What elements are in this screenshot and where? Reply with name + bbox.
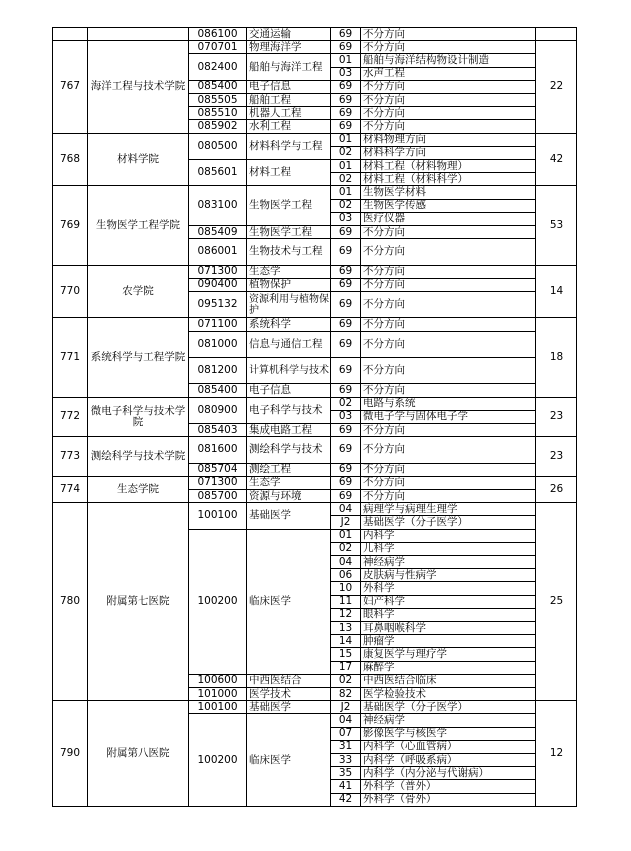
major-code: 095132 (188, 291, 246, 317)
direction-name: 生物医学传感 (360, 199, 535, 212)
direction-name: 内科学（呼吸系病） (360, 753, 535, 766)
direction-name: 不分方向 (360, 106, 535, 119)
direction-code: J2 (330, 700, 360, 713)
direction-name: 眼科学 (360, 608, 535, 621)
major-name: 交通运输 (246, 27, 330, 40)
direction-code: 03 (330, 212, 360, 225)
direction-name: 不分方向 (360, 383, 535, 396)
college-number: 773 (52, 436, 87, 476)
direction-name: 材料物理方向 (360, 133, 535, 146)
major-name: 生物技术与工程 (246, 238, 330, 264)
direction-name: 船舶与海洋结构物设计制造 (360, 53, 535, 66)
major-code: 071100 (188, 317, 246, 330)
major-name: 生物医学工程 (246, 225, 330, 238)
direction-code: 35 (330, 766, 360, 779)
major-name: 植物保护 (246, 278, 330, 291)
major-name: 资源利用与植物保护 (246, 291, 330, 317)
college-name: 附属第八医院 (87, 700, 188, 806)
major-code: 085505 (188, 93, 246, 106)
direction-code: 69 (330, 476, 360, 489)
direction-name: 不分方向 (360, 27, 535, 40)
direction-code: 82 (330, 687, 360, 700)
college-name (87, 27, 188, 40)
college-name: 系统科学与工程学院 (87, 317, 188, 396)
direction-name: 内科学（内分泌与代谢病） (360, 766, 535, 779)
major-code: 100100 (188, 700, 246, 713)
direction-code: 02 (330, 172, 360, 185)
direction-name: 不分方向 (360, 423, 535, 436)
direction-code: 69 (330, 423, 360, 436)
direction-name: 医疗仪器 (360, 212, 535, 225)
major-code: 070701 (188, 40, 246, 53)
direction-code: 01 (330, 529, 360, 542)
direction-code: 03 (330, 410, 360, 423)
major-code: 080900 (188, 397, 246, 423)
quota-count: 22 (535, 40, 577, 132)
direction-name: 儿科学 (360, 542, 535, 555)
college-number: 780 (52, 502, 87, 700)
college-name: 附属第七医院 (87, 502, 188, 700)
direction-code: 14 (330, 634, 360, 647)
major-code: 085400 (188, 80, 246, 93)
quota-count: 14 (535, 265, 577, 318)
major-code: 086100 (188, 27, 246, 40)
direction-name: 医学检验技术 (360, 687, 535, 700)
direction-name: 不分方向 (360, 463, 535, 476)
college-name: 农学院 (87, 265, 188, 318)
major-code: 085403 (188, 423, 246, 436)
direction-name: 神经病学 (360, 555, 535, 568)
major-code: 071300 (188, 476, 246, 489)
direction-code: 69 (330, 317, 360, 330)
direction-code: 01 (330, 159, 360, 172)
major-name: 材料工程 (246, 159, 330, 185)
direction-code: 69 (330, 357, 360, 383)
direction-name: 不分方向 (360, 291, 535, 317)
direction-code: 15 (330, 647, 360, 660)
major-code: 080500 (188, 133, 246, 159)
direction-name: 康复医学与理疗学 (360, 647, 535, 660)
direction-code: 06 (330, 568, 360, 581)
direction-name: 材料科学方向 (360, 146, 535, 159)
direction-name: 微电子学与固体电子学 (360, 410, 535, 423)
direction-code: 04 (330, 502, 360, 515)
direction-code: 17 (330, 661, 360, 674)
direction-code: 11 (330, 595, 360, 608)
direction-code: 02 (330, 199, 360, 212)
table-right-border (576, 27, 577, 806)
college-name: 生态学院 (87, 476, 188, 502)
major-name: 材料科学与工程 (246, 133, 330, 159)
quota-count: 42 (535, 133, 577, 186)
major-name: 船舶与海洋工程 (246, 53, 330, 79)
direction-name: 病理学与病理生理学 (360, 502, 535, 515)
major-name: 集成电路工程 (246, 423, 330, 436)
college-number: 769 (52, 185, 87, 264)
major-name: 机器人工程 (246, 106, 330, 119)
direction-name: 内科学 (360, 529, 535, 542)
major-name: 计算机科学与技术 (246, 357, 330, 383)
major-code: 100200 (188, 529, 246, 674)
direction-name: 中西医结合临床 (360, 674, 535, 687)
major-name: 临床医学 (246, 713, 330, 805)
direction-code: 02 (330, 397, 360, 410)
major-name: 生态学 (246, 476, 330, 489)
direction-code: 69 (330, 383, 360, 396)
major-code: 081600 (188, 436, 246, 462)
direction-name: 材料工程（材料科学） (360, 172, 535, 185)
direction-code: 69 (330, 27, 360, 40)
direction-code: 69 (330, 331, 360, 357)
direction-name: 神经病学 (360, 713, 535, 726)
direction-name: 不分方向 (360, 80, 535, 93)
direction-name: 基础医学（分子医学） (360, 515, 535, 528)
direction-name: 不分方向 (360, 489, 535, 502)
major-code: 085700 (188, 489, 246, 502)
direction-code: 12 (330, 608, 360, 621)
direction-code: 69 (330, 489, 360, 502)
major-name: 测绘工程 (246, 463, 330, 476)
direction-name: 基础医学（分子医学） (360, 700, 535, 713)
major-code: 085400 (188, 383, 246, 396)
major-name: 测绘科学与技术 (246, 436, 330, 462)
direction-code: 02 (330, 674, 360, 687)
direction-code: 04 (330, 713, 360, 726)
direction-code: 69 (330, 106, 360, 119)
major-name: 资源与环境 (246, 489, 330, 502)
college-number: 772 (52, 397, 87, 437)
table-bottom-border (52, 806, 577, 807)
quota-count: 26 (535, 476, 577, 502)
direction-code: 69 (330, 80, 360, 93)
direction-code: 10 (330, 581, 360, 594)
major-code: 086001 (188, 238, 246, 264)
direction-code: 31 (330, 740, 360, 753)
major-code: 085510 (188, 106, 246, 119)
college-name: 海洋工程与技术学院 (87, 40, 188, 132)
direction-code: 04 (330, 555, 360, 568)
college-number: 774 (52, 476, 87, 502)
direction-name: 影像医学与核医学 (360, 727, 535, 740)
major-name: 基础医学 (246, 700, 330, 713)
direction-code: 01 (330, 53, 360, 66)
direction-code: 69 (330, 119, 360, 132)
direction-code: 42 (330, 793, 360, 806)
major-code: 100600 (188, 674, 246, 687)
direction-name: 不分方向 (360, 357, 535, 383)
direction-name: 不分方向 (360, 238, 535, 264)
direction-name: 不分方向 (360, 317, 535, 330)
major-code: 090400 (188, 278, 246, 291)
direction-name: 不分方向 (360, 278, 535, 291)
major-name: 系统科学 (246, 317, 330, 330)
direction-code: 03 (330, 67, 360, 80)
direction-name: 材料工程（材料物理） (360, 159, 535, 172)
major-name: 水利工程 (246, 119, 330, 132)
college-name: 材料学院 (87, 133, 188, 186)
direction-code: 69 (330, 93, 360, 106)
direction-name: 不分方向 (360, 331, 535, 357)
direction-name: 不分方向 (360, 476, 535, 489)
college-name: 测绘科学与技术学院 (87, 436, 188, 476)
major-code: 100200 (188, 713, 246, 805)
major-code: 071300 (188, 265, 246, 278)
direction-name: 不分方向 (360, 93, 535, 106)
direction-code: 69 (330, 238, 360, 264)
direction-code: 69 (330, 40, 360, 53)
direction-name: 肿瘤学 (360, 634, 535, 647)
college-name: 生物医学工程学院 (87, 185, 188, 264)
quota-count: 18 (535, 317, 577, 396)
major-name: 物理海洋学 (246, 40, 330, 53)
direction-code: 69 (330, 265, 360, 278)
direction-code: 01 (330, 133, 360, 146)
major-code: 081200 (188, 357, 246, 383)
major-name: 医学技术 (246, 687, 330, 700)
direction-name: 皮肤病与性病学 (360, 568, 535, 581)
direction-code: 01 (330, 185, 360, 198)
major-code: 085902 (188, 119, 246, 132)
major-code: 082400 (188, 53, 246, 79)
direction-code: 13 (330, 621, 360, 634)
direction-name: 外科学（骨外） (360, 793, 535, 806)
major-name: 生物医学工程 (246, 185, 330, 225)
college-number (52, 27, 87, 40)
college-number: 771 (52, 317, 87, 396)
major-name: 船舶工程 (246, 93, 330, 106)
major-name: 电子科学与技术 (246, 397, 330, 423)
quota-count: 23 (535, 397, 577, 437)
direction-name: 麻醉学 (360, 661, 535, 674)
direction-name: 外科学 (360, 581, 535, 594)
major-name: 信息与通信工程 (246, 331, 330, 357)
major-name: 中西医结合 (246, 674, 330, 687)
major-code: 081000 (188, 331, 246, 357)
direction-code: J2 (330, 515, 360, 528)
direction-name: 电路与系统 (360, 397, 535, 410)
major-code: 101000 (188, 687, 246, 700)
direction-code: 69 (330, 436, 360, 462)
direction-code: 41 (330, 779, 360, 792)
major-name: 基础医学 (246, 502, 330, 528)
quota-count: 12 (535, 700, 577, 806)
major-code: 085704 (188, 463, 246, 476)
major-code: 100100 (188, 502, 246, 528)
direction-name: 不分方向 (360, 265, 535, 278)
major-name: 生态学 (246, 265, 330, 278)
college-number: 768 (52, 133, 87, 186)
direction-name: 生物医学材料 (360, 185, 535, 198)
college-number: 770 (52, 265, 87, 318)
direction-code: 69 (330, 278, 360, 291)
college-number: 790 (52, 700, 87, 806)
major-name: 电子信息 (246, 80, 330, 93)
direction-code: 02 (330, 542, 360, 555)
quota-count: 25 (535, 502, 577, 700)
direction-name: 不分方向 (360, 436, 535, 462)
direction-name: 不分方向 (360, 40, 535, 53)
direction-name: 内科学（心血管病） (360, 740, 535, 753)
direction-code: 69 (330, 463, 360, 476)
direction-name: 不分方向 (360, 225, 535, 238)
direction-name: 外科学（普外） (360, 779, 535, 792)
direction-name: 不分方向 (360, 119, 535, 132)
college-number: 767 (52, 40, 87, 132)
major-name: 电子信息 (246, 383, 330, 396)
quota-count: 23 (535, 436, 577, 476)
direction-name: 水声工程 (360, 67, 535, 80)
major-code: 085601 (188, 159, 246, 185)
direction-name: 耳鼻咽喉科学 (360, 621, 535, 634)
major-code: 085409 (188, 225, 246, 238)
direction-code: 02 (330, 146, 360, 159)
college-name: 微电子科学与技术学院 (87, 397, 188, 437)
direction-name: 妇产科学 (360, 595, 535, 608)
direction-code: 69 (330, 225, 360, 238)
quota-count (535, 27, 577, 40)
major-name: 临床医学 (246, 529, 330, 674)
quota-count: 53 (535, 185, 577, 264)
direction-code: 07 (330, 727, 360, 740)
direction-code: 69 (330, 291, 360, 317)
major-code: 083100 (188, 185, 246, 225)
direction-code: 33 (330, 753, 360, 766)
